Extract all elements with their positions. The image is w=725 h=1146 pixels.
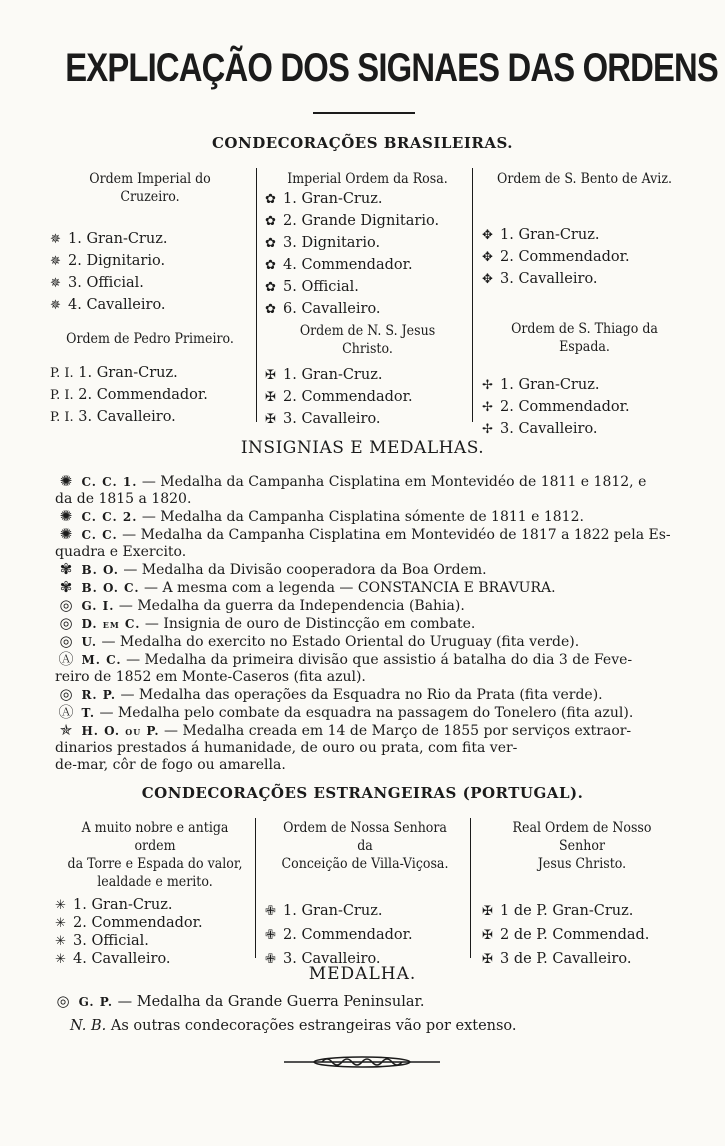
heading-jesus-christo-pt: Real Ordem de Nosso Senhor bbox=[512, 820, 652, 854]
list-item: ✺ C. C. 2. — Medalha da Campanha Cisplatina sómente de 1811 e 1812. bbox=[55, 508, 685, 526]
round-medal-icon: ◎ bbox=[59, 596, 73, 614]
list-item: ✙ 3. Cavalleiro. bbox=[265, 947, 465, 971]
christ-cross-icon: ✠ bbox=[265, 368, 276, 383]
rose-icon: ✿ bbox=[265, 302, 276, 317]
col-jesus-christo-pt: Real Ordem de Nosso Senhor Jesus Christo. ✠ 1 de P. Gran-Cruz. ✠ 2 de P. Commendad. ✠ 3 de P. Cavalleiro. bbox=[482, 819, 682, 971]
christ-cross-icon: ✠ bbox=[482, 952, 493, 967]
cruzeiro-star-icon: ✵ bbox=[50, 254, 61, 269]
list-item: ✺ C. C. 1. — Medalha da Campanha Cisplatina em Montevidéo de 1811 e 1812, e bbox=[55, 473, 685, 491]
list-item: ✠ 3. Cavalleiro. bbox=[265, 408, 470, 430]
list-item: ✿ 6. Cavalleiro. bbox=[265, 298, 470, 320]
rose-icon: ✿ bbox=[265, 236, 276, 251]
list-item: ✺ C. C. — Medalha da Campanha Cisplatina em Montevidéo de 1817 a 1822 pela Es- bbox=[55, 526, 685, 544]
list-item: ✵ 4. Cavalleiro. bbox=[50, 294, 250, 316]
list-item: dinarios prestados á humanidade, de ouro ou prata, com fita ver- bbox=[55, 740, 518, 756]
list-item: ✙ 1. Gran-Cruz. bbox=[265, 899, 465, 923]
torre-star-icon: ✳ bbox=[55, 952, 66, 967]
section-insignias: INSIGNIAS E MEDALHAS. bbox=[240, 438, 485, 458]
list-item: ✙ 2. Commendador. bbox=[265, 923, 465, 947]
heading-villa-vicosa: Ordem de Nossa Senhora da bbox=[283, 820, 447, 854]
nota-bene: N. B. As outras condecorações estrangeiras vão por extenso. bbox=[70, 1018, 517, 1034]
heading-pedro: Ordem de Pedro Primeiro. bbox=[66, 331, 234, 347]
list-item: ✢ 3. Cavalleiro. bbox=[482, 418, 687, 440]
column-divider bbox=[470, 818, 471, 958]
list-item: ✳ 2. Commendador. bbox=[55, 915, 203, 931]
list-item: P. I. 2. Commendador. bbox=[50, 387, 208, 403]
col-rosa bbox=[265, 170, 470, 430]
rose-icon: ✿ bbox=[265, 280, 276, 295]
list-item: P. I. 3. Cavalleiro. bbox=[50, 409, 176, 425]
list-item: ✳ 1. Gran-Cruz. bbox=[55, 897, 173, 913]
heading-cruzeiro: Ordem Imperial do Cruzeiro. bbox=[89, 171, 211, 205]
list-item: Ⓐ M. C. — Medalha da primeira divisão que assistio á batalha do dia 3 de Feve- bbox=[55, 651, 685, 669]
col-cruzeiro bbox=[50, 170, 250, 428]
heading-jesus-christo: Ordem de N. S. Jesus Christo. bbox=[299, 323, 436, 357]
christ-cross-icon: ✠ bbox=[482, 928, 493, 943]
list-item: ✠ 2 de P. Commendad. bbox=[482, 923, 682, 947]
list-item: ✥ 2. Commendador. bbox=[482, 246, 687, 268]
list-item: de-mar, côr de fogo ou amarella. bbox=[55, 757, 286, 773]
section-brazilian: CONDECORAÇÕES BRASILEIRAS. bbox=[211, 134, 513, 152]
list-item: ✵ 1. Gran-Cruz. bbox=[50, 228, 250, 250]
list-item: ✠ 2. Commendador. bbox=[265, 386, 470, 408]
lettered-medal-icon: Ⓐ bbox=[58, 650, 74, 668]
medal-gp: ◎ G. P. — Medalha da Grande Guerra Peninsular. bbox=[52, 992, 424, 1010]
round-medal-icon: ◎ bbox=[59, 632, 73, 650]
page-title: EXPLICAÇÃO DOS SIGNAES DAS ORDENS bbox=[65, 46, 718, 90]
aviz-cross-icon: ✥ bbox=[482, 228, 493, 243]
round-medal-icon: ◎ bbox=[59, 614, 73, 632]
column-divider bbox=[256, 168, 257, 422]
list-item: ✿ 3. Dignitario. bbox=[265, 232, 470, 254]
torre-star-icon: ✳ bbox=[55, 898, 66, 913]
list-item: ✠ 1. Gran-Cruz. bbox=[265, 364, 470, 386]
cruzeiro-star-icon: ✵ bbox=[50, 298, 61, 313]
heading-thiago: Ordem de S. Thiago da Espada. bbox=[511, 321, 658, 355]
conceicao-cross-icon: ✙ bbox=[265, 904, 276, 919]
list-item: ✿ 5. Official. bbox=[265, 276, 470, 298]
star-medal-icon: ✺ bbox=[59, 525, 73, 543]
sword-cross-icon: ✢ bbox=[482, 400, 493, 415]
cruzeiro-star-icon: ✵ bbox=[50, 232, 61, 247]
column-divider bbox=[472, 168, 473, 422]
flower-medal-icon: ✾ bbox=[59, 578, 73, 596]
list-item: ✾ B. O. — Medalha da Divisão cooperadora da Boa Ordem. bbox=[55, 561, 685, 579]
section-medalha: MEDALHA. bbox=[308, 964, 417, 984]
ornament-divider bbox=[282, 1055, 442, 1069]
list-item: ✿ 2. Grande Dignitario. bbox=[265, 210, 470, 232]
christ-cross-icon: ✠ bbox=[265, 412, 276, 427]
rose-icon: ✿ bbox=[265, 192, 276, 207]
rose-icon: ✿ bbox=[265, 214, 276, 229]
section-foreign: CONDECORAÇÕES ESTRANGEIRAS (PORTUGAL). bbox=[141, 784, 584, 802]
list-item: ✢ 2. Commendador. bbox=[482, 396, 687, 418]
list-item: P. I. 1. Gran-Cruz. bbox=[50, 365, 178, 381]
round-medal-icon: ◎ bbox=[56, 992, 70, 1010]
title-rule bbox=[313, 112, 415, 114]
list-item: ✿ 1. Gran-Cruz. bbox=[265, 188, 470, 210]
list-item: reiro de 1852 em Monte-Caseros (fita azul). bbox=[55, 669, 366, 685]
medal-list bbox=[55, 473, 685, 774]
sword-cross-icon: ✢ bbox=[482, 378, 493, 393]
list-item: ◎ R. P. — Medalha das operações da Esquadra no Rio da Prata (fita verde). bbox=[55, 686, 685, 704]
torre-star-icon: ✳ bbox=[55, 916, 66, 931]
column-divider bbox=[255, 818, 256, 958]
list-item: ✠ 1 de P. Gran-Cruz. bbox=[482, 899, 682, 923]
list-item: ◎ D. em C. — Insignia de ouro de Distincção em combate. bbox=[55, 615, 685, 633]
list-item: ✥ 1. Gran-Cruz. bbox=[482, 224, 687, 246]
aviz-cross-icon: ✥ bbox=[482, 250, 493, 265]
star-medal-icon: ✺ bbox=[59, 507, 73, 525]
star-medal-icon: ✯ bbox=[59, 721, 73, 739]
list-item: ✢ 1. Gran-Cruz. bbox=[482, 374, 687, 396]
list-item: ✯ H. O. ou P. — Medalha creada em 14 de Março de 1855 por serviços extraor- bbox=[55, 722, 685, 740]
heading-torre-espada: A muito nobre e antiga ordem bbox=[81, 820, 229, 854]
list-item: ✳ 4. Cavalleiro. bbox=[55, 951, 171, 967]
heading-aviz: Ordem de S. Bento de Aviz. bbox=[497, 171, 672, 187]
flower-medal-icon: ✾ bbox=[59, 560, 73, 578]
list-item: ✠ 3 de P. Cavalleiro. bbox=[482, 947, 682, 971]
heading-rosa: Imperial Ordem da Rosa. bbox=[287, 171, 448, 187]
list-item: ✿ 4. Commendador. bbox=[265, 254, 470, 276]
list-item: ◎ G. I. — Medalha da guerra da Independencia (Bahia). bbox=[55, 597, 685, 615]
round-medal-icon: ◎ bbox=[59, 685, 73, 703]
list-item: ✳ 3. Official. bbox=[55, 933, 149, 949]
list-item: quadra e Exercito. bbox=[55, 544, 187, 560]
list-item: Ⓐ T. — Medalha pelo combate da esquadra na passagem do Tonelero (fita azul). bbox=[55, 704, 685, 722]
lettered-medal-icon: Ⓐ bbox=[58, 703, 74, 721]
col-torre-espada: A muito nobre e antiga ordem da Torre e Espada do valor, lealdade e merito. ✳ 1. Gran-Cruz. ✳ 2. Commendador. ✳ 3. Official. ✳ 4. Cavalleiro. bbox=[55, 819, 255, 968]
cruzeiro-star-icon: ✵ bbox=[50, 276, 61, 291]
list-item: ✥ 3. Cavalleiro. bbox=[482, 268, 687, 290]
torre-star-icon: ✳ bbox=[55, 934, 66, 949]
conceicao-cross-icon: ✙ bbox=[265, 952, 276, 967]
list-item: ✾ B. O. C. — A mesma com a legenda — CONSTANCIA E BRAVURA. bbox=[55, 579, 685, 597]
list-item: da de 1815 a 1820. bbox=[55, 491, 192, 507]
list-item: ◎ U. — Medalha do exercito no Estado Oriental do Uruguay (fita verde). bbox=[55, 633, 685, 651]
sword-cross-icon: ✢ bbox=[482, 422, 493, 437]
list-item: ✵ 2. Dignitario. bbox=[50, 250, 250, 272]
col-aviz bbox=[482, 170, 687, 440]
nb-label: N. B. bbox=[70, 1018, 107, 1034]
christ-cross-icon: ✠ bbox=[482, 904, 493, 919]
col-villa-vicosa: Ordem de Nossa Senhora da Conceição de Villa-Viçosa. ✙ 1. Gran-Cruz. ✙ 2. Commendador. ✙ 3. Cavalleiro. bbox=[265, 819, 465, 971]
christ-cross-icon: ✠ bbox=[265, 390, 276, 405]
conceicao-cross-icon: ✙ bbox=[265, 928, 276, 943]
star-medal-icon: ✺ bbox=[59, 472, 73, 490]
rose-icon: ✿ bbox=[265, 258, 276, 273]
list-item: ✵ 3. Official. bbox=[50, 272, 250, 294]
aviz-cross-icon: ✥ bbox=[482, 272, 493, 287]
